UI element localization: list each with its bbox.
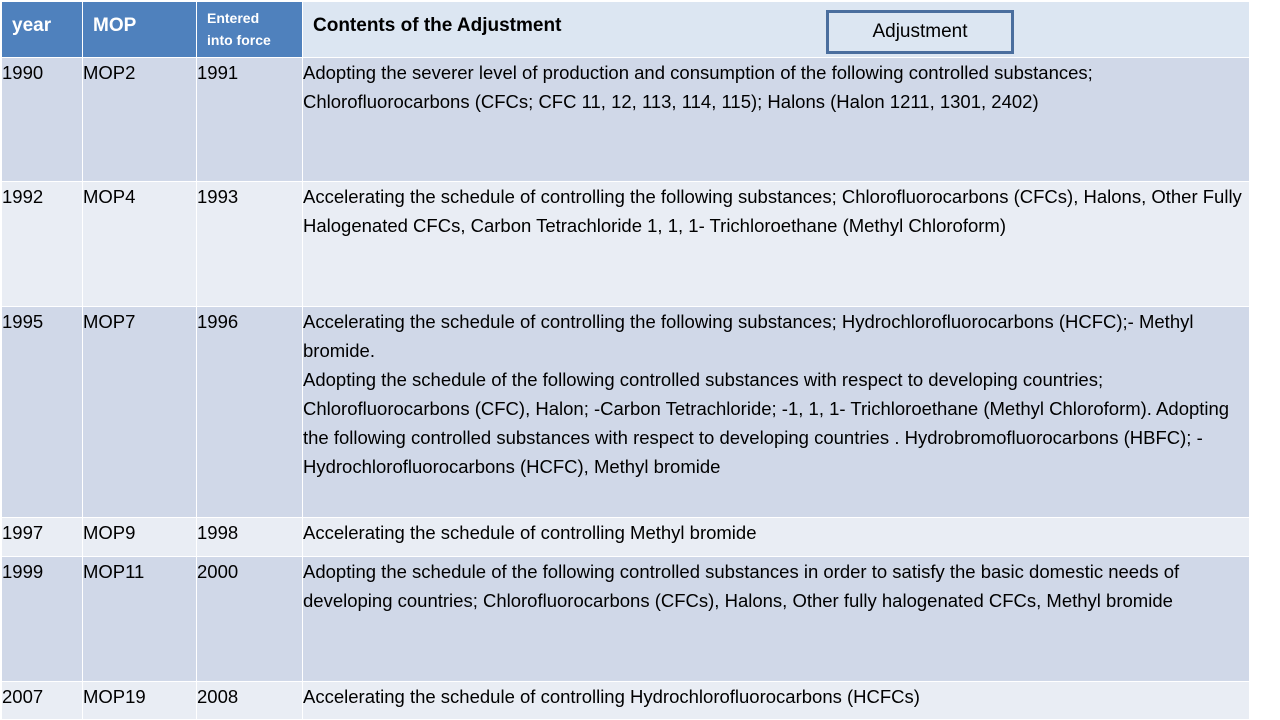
cell-force: 1996 [197, 307, 303, 518]
cell-force: 1998 [197, 518, 303, 557]
header-mop: MOP [83, 2, 197, 58]
table-row [2, 182, 1250, 307]
cell-force: 1991 [197, 58, 303, 182]
table-row [2, 518, 1250, 557]
table-row [2, 682, 1250, 720]
table-row [2, 58, 1250, 182]
cell-force: 2000 [197, 557, 303, 682]
cell-content [303, 58, 1250, 182]
adjustment-table [1, 1, 1250, 720]
cell-mop: MOP2 [83, 58, 197, 182]
header-contents: Contents of the Adjustment [303, 2, 1250, 58]
cell-content [303, 182, 1250, 307]
cell-content [303, 557, 1250, 682]
cell-force: 1993 [197, 182, 303, 307]
cell-year: 2007 [2, 682, 83, 720]
header-year: year [2, 2, 83, 58]
cell-year: 1992 [2, 182, 83, 307]
content-text: Accelerating the schedule of controlling the following substances; Hydrochlorofluorocarbons (HCFC);- Methyl bromide. [303, 311, 1194, 361]
cell-year: 1999 [2, 557, 83, 682]
header-entered-into-force [197, 2, 303, 58]
content-text: Accelerating the schedule of controlling Methyl bromide [303, 522, 757, 543]
cell-year: 1990 [2, 58, 83, 182]
cell-mop: MOP11 [83, 557, 197, 682]
content-text: Accelerating the schedule of controlling the following substances; Chlorofluorocarbons (CFCs), Halons, Other Fully Halogenated CFCs, Carbon Tetrachloride 1, 1, 1- Trichloroethane (Methyl Chloroform) [303, 186, 1242, 236]
header-entered-line1: Entered [207, 10, 260, 26]
table-row [2, 307, 1250, 518]
cell-force: 2008 [197, 682, 303, 720]
cell-content [303, 682, 1250, 720]
cell-year: 1997 [2, 518, 83, 557]
header-row [2, 2, 1250, 58]
cell-mop: MOP9 [83, 518, 197, 557]
adjustment-button[interactable]: Adjustment [826, 10, 1014, 54]
content-text: Accelerating the schedule of controlling Hydrochlorofluorocarbons (HCFCs) [303, 686, 920, 707]
header-entered-line2: into force [207, 32, 271, 48]
content-text: Adopting the schedule of the following controlled substances with respect to developing countries; Chlorofluorocarbons (CFC), Halon; -Carbon Tetrachloride; -1, 1, 1- Trichloroethane (Methyl Chloroform). Adopting the following controlled substances with respect to developing countries . Hydrobromofluorocarbons (HBFC); -Hydrochlorofluorocarbons (HCFC), Methyl bromide [303, 369, 1230, 477]
content-text: Adopting the severer level of production and consumption of the following controlled substances; Chlorofluorocarbons (CFCs; CFC 11, 12, 113, 114, 115); Halons (Halon 1211, 1301, 2402) [303, 62, 1093, 112]
cell-year: 1995 [2, 307, 83, 518]
cell-mop: MOP19 [83, 682, 197, 720]
cell-content [303, 518, 1250, 557]
table-row [2, 557, 1250, 682]
cell-mop: MOP4 [83, 182, 197, 307]
cell-content [303, 307, 1250, 518]
cell-mop: MOP7 [83, 307, 197, 518]
content-text: Adopting the schedule of the following controlled substances in order to satisfy the basic domestic needs of developing countries; Chlorofluorocarbons (CFCs), Halons, Other fully halogenated CFCs, Methyl bromide [303, 561, 1180, 611]
